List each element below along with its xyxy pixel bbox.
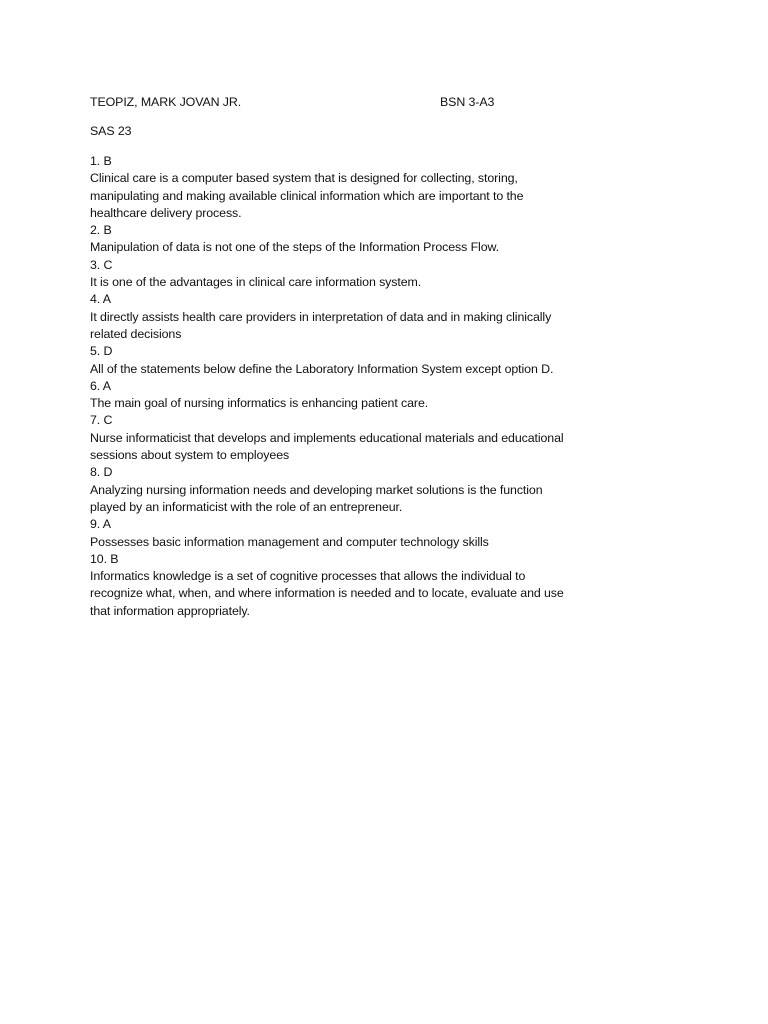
answer-text: Informatics knowledge is a set of cognitive processes that allows the individual to recognize what, when, and where information is needed and to locate, evaluate and use that information appropriately. bbox=[90, 569, 564, 618]
answer-text: Possesses basic information management and computer technology skills bbox=[90, 534, 489, 549]
answer-item bbox=[90, 257, 570, 292]
answer-item bbox=[90, 464, 570, 516]
class-section: BSN 3-A3 bbox=[440, 95, 495, 109]
answer-text: All of the statements below define the Laboratory Information System except option D. bbox=[90, 361, 554, 376]
answer-number: 7. C bbox=[90, 413, 113, 428]
answer-number: 4. A bbox=[90, 292, 111, 307]
document-header bbox=[90, 94, 570, 111]
activity-title: SAS 23 bbox=[90, 124, 132, 138]
answer-text: Analyzing nursing information needs and developing market solutions is the function played by an informaticist with the role of an entrepreneur. bbox=[90, 482, 543, 514]
answer-number: 5. D bbox=[90, 344, 113, 359]
answer-number: 9. A bbox=[90, 517, 111, 532]
answer-text: Manipulation of data is not one of the steps of the Information Process Flow. bbox=[90, 240, 500, 255]
answer-item bbox=[90, 412, 570, 464]
answer-number: 1. B bbox=[90, 154, 112, 168]
answer-item bbox=[90, 153, 570, 222]
answer-item bbox=[90, 551, 570, 620]
document-content bbox=[90, 94, 570, 620]
answer-item bbox=[90, 343, 570, 378]
answer-text: Clinical care is a computer based system that is designed for collecting, storing, manipulating and making available clinical information which are important to the healthcare delivery process. bbox=[90, 171, 524, 220]
answer-text: The main goal of nursing informatics is enhancing patient care. bbox=[90, 396, 429, 411]
answer-item bbox=[90, 516, 570, 551]
answer-text: It is one of the advantages in clinical care information system. bbox=[90, 275, 422, 290]
answer-number: 2. B bbox=[90, 223, 112, 238]
answer-number: 10. B bbox=[90, 551, 119, 566]
answer-number: 3. C bbox=[90, 257, 113, 272]
answer-item bbox=[90, 291, 570, 343]
answer-text: Nurse informaticist that develops and implements educational materials and educational sessions about system to employees bbox=[90, 430, 564, 463]
answer-text: It directly assists health care providers in interpretation of data and in making clinically related decisions bbox=[90, 309, 552, 341]
answer-item bbox=[90, 222, 570, 257]
answer-number: 8. D bbox=[90, 465, 113, 480]
answer-list bbox=[90, 153, 570, 620]
student-name: TEOPIZ, MARK JOVAN JR. bbox=[90, 95, 242, 109]
answer-number: 6. A bbox=[90, 378, 111, 393]
answer-item bbox=[90, 378, 570, 413]
